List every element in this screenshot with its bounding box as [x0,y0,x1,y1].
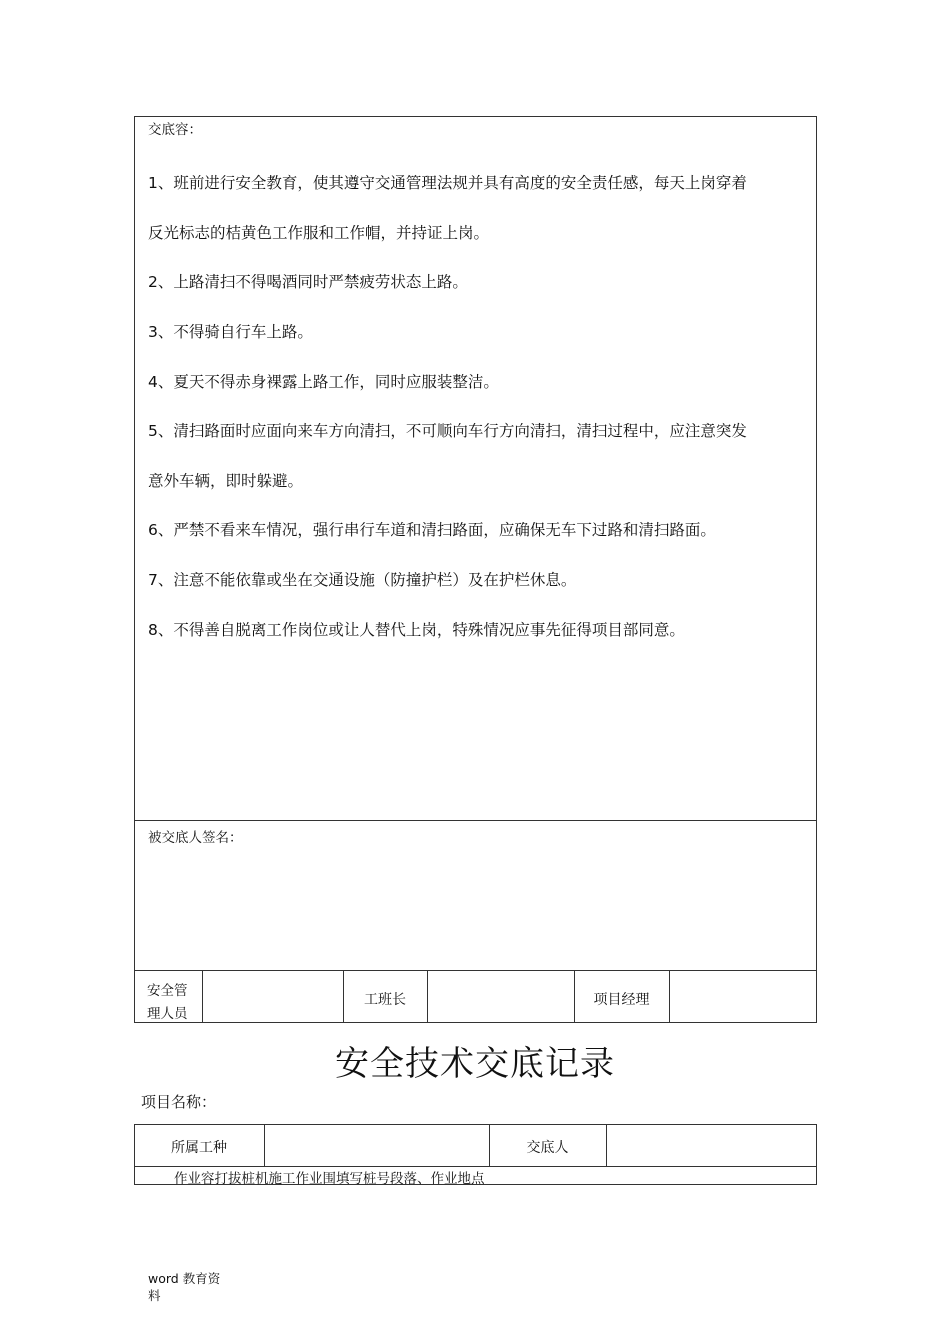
project-manager-label: 项目经理 [593,992,650,1008]
project-name-label: 项目名称： [141,1093,217,1111]
row-divider [264,1124,265,1167]
briefing-item-1: 1、班前进行安全教育，使其遵守交通管理法规并具有高度的安全责任感，每天上岗穿着 [148,174,747,192]
trade-label: 所属工种 [171,1140,227,1156]
briefing-item-3: 3、不得骑自行车上路。 [148,323,313,341]
table-divider-content [134,820,817,821]
signature-label: 被交底人签名： [148,830,243,846]
page-title: 安全技术交底记录 [335,1044,615,1084]
briefing-item-2: 2、上路清扫不得喝酒同时严禁疲劳状态上路。 [148,273,468,291]
briefing-item-1-cont: 反光标志的桔黄色工作服和工作帽，并持证上岗。 [148,224,490,242]
table-divider-signature [134,970,817,971]
team-leader-label: 工班长 [364,992,406,1008]
row-divider [669,970,670,1023]
safety-manager-label: 安全管 [147,983,188,999]
safety-manager-label-cont: 理人员 [147,1006,188,1022]
briefing-item-5: 5、清扫路面时应面向来车方向清扫，不可顺向车行方向清扫，清扫过程中，应注意突发 [148,422,747,440]
footer-note: word 教育资 [148,1271,221,1286]
presenter-label: 交底人 [526,1140,569,1156]
row-divider [202,970,203,1023]
row-divider [427,970,428,1023]
briefing-item-8: 8、不得善自脱离工作岗位或让人替代上岗，特殊情况应事先征得项目部同意。 [148,621,685,639]
content-heading: 交底容： [148,122,202,138]
briefing-item-4: 4、夏天不得赤身裸露上路工作，同时应服装整洁。 [148,373,499,391]
briefing-item-6: 6、严禁不看来车情况，强行串行车道和清扫路面，应确保无车下过路和清扫路面。 [148,521,716,539]
work-content-line: 作业容打拔桩机施工作业围填写桩号段落、作业地点 [174,1171,485,1187]
briefing-item-7: 7、注意不能依靠或坐在交通设施（防撞护栏）及在护栏休息。 [148,571,577,589]
row-divider [606,1124,607,1167]
footer-note-cont: 料 [148,1288,161,1303]
briefing-item-5-cont: 意外车辆，即时躲避。 [148,472,304,490]
